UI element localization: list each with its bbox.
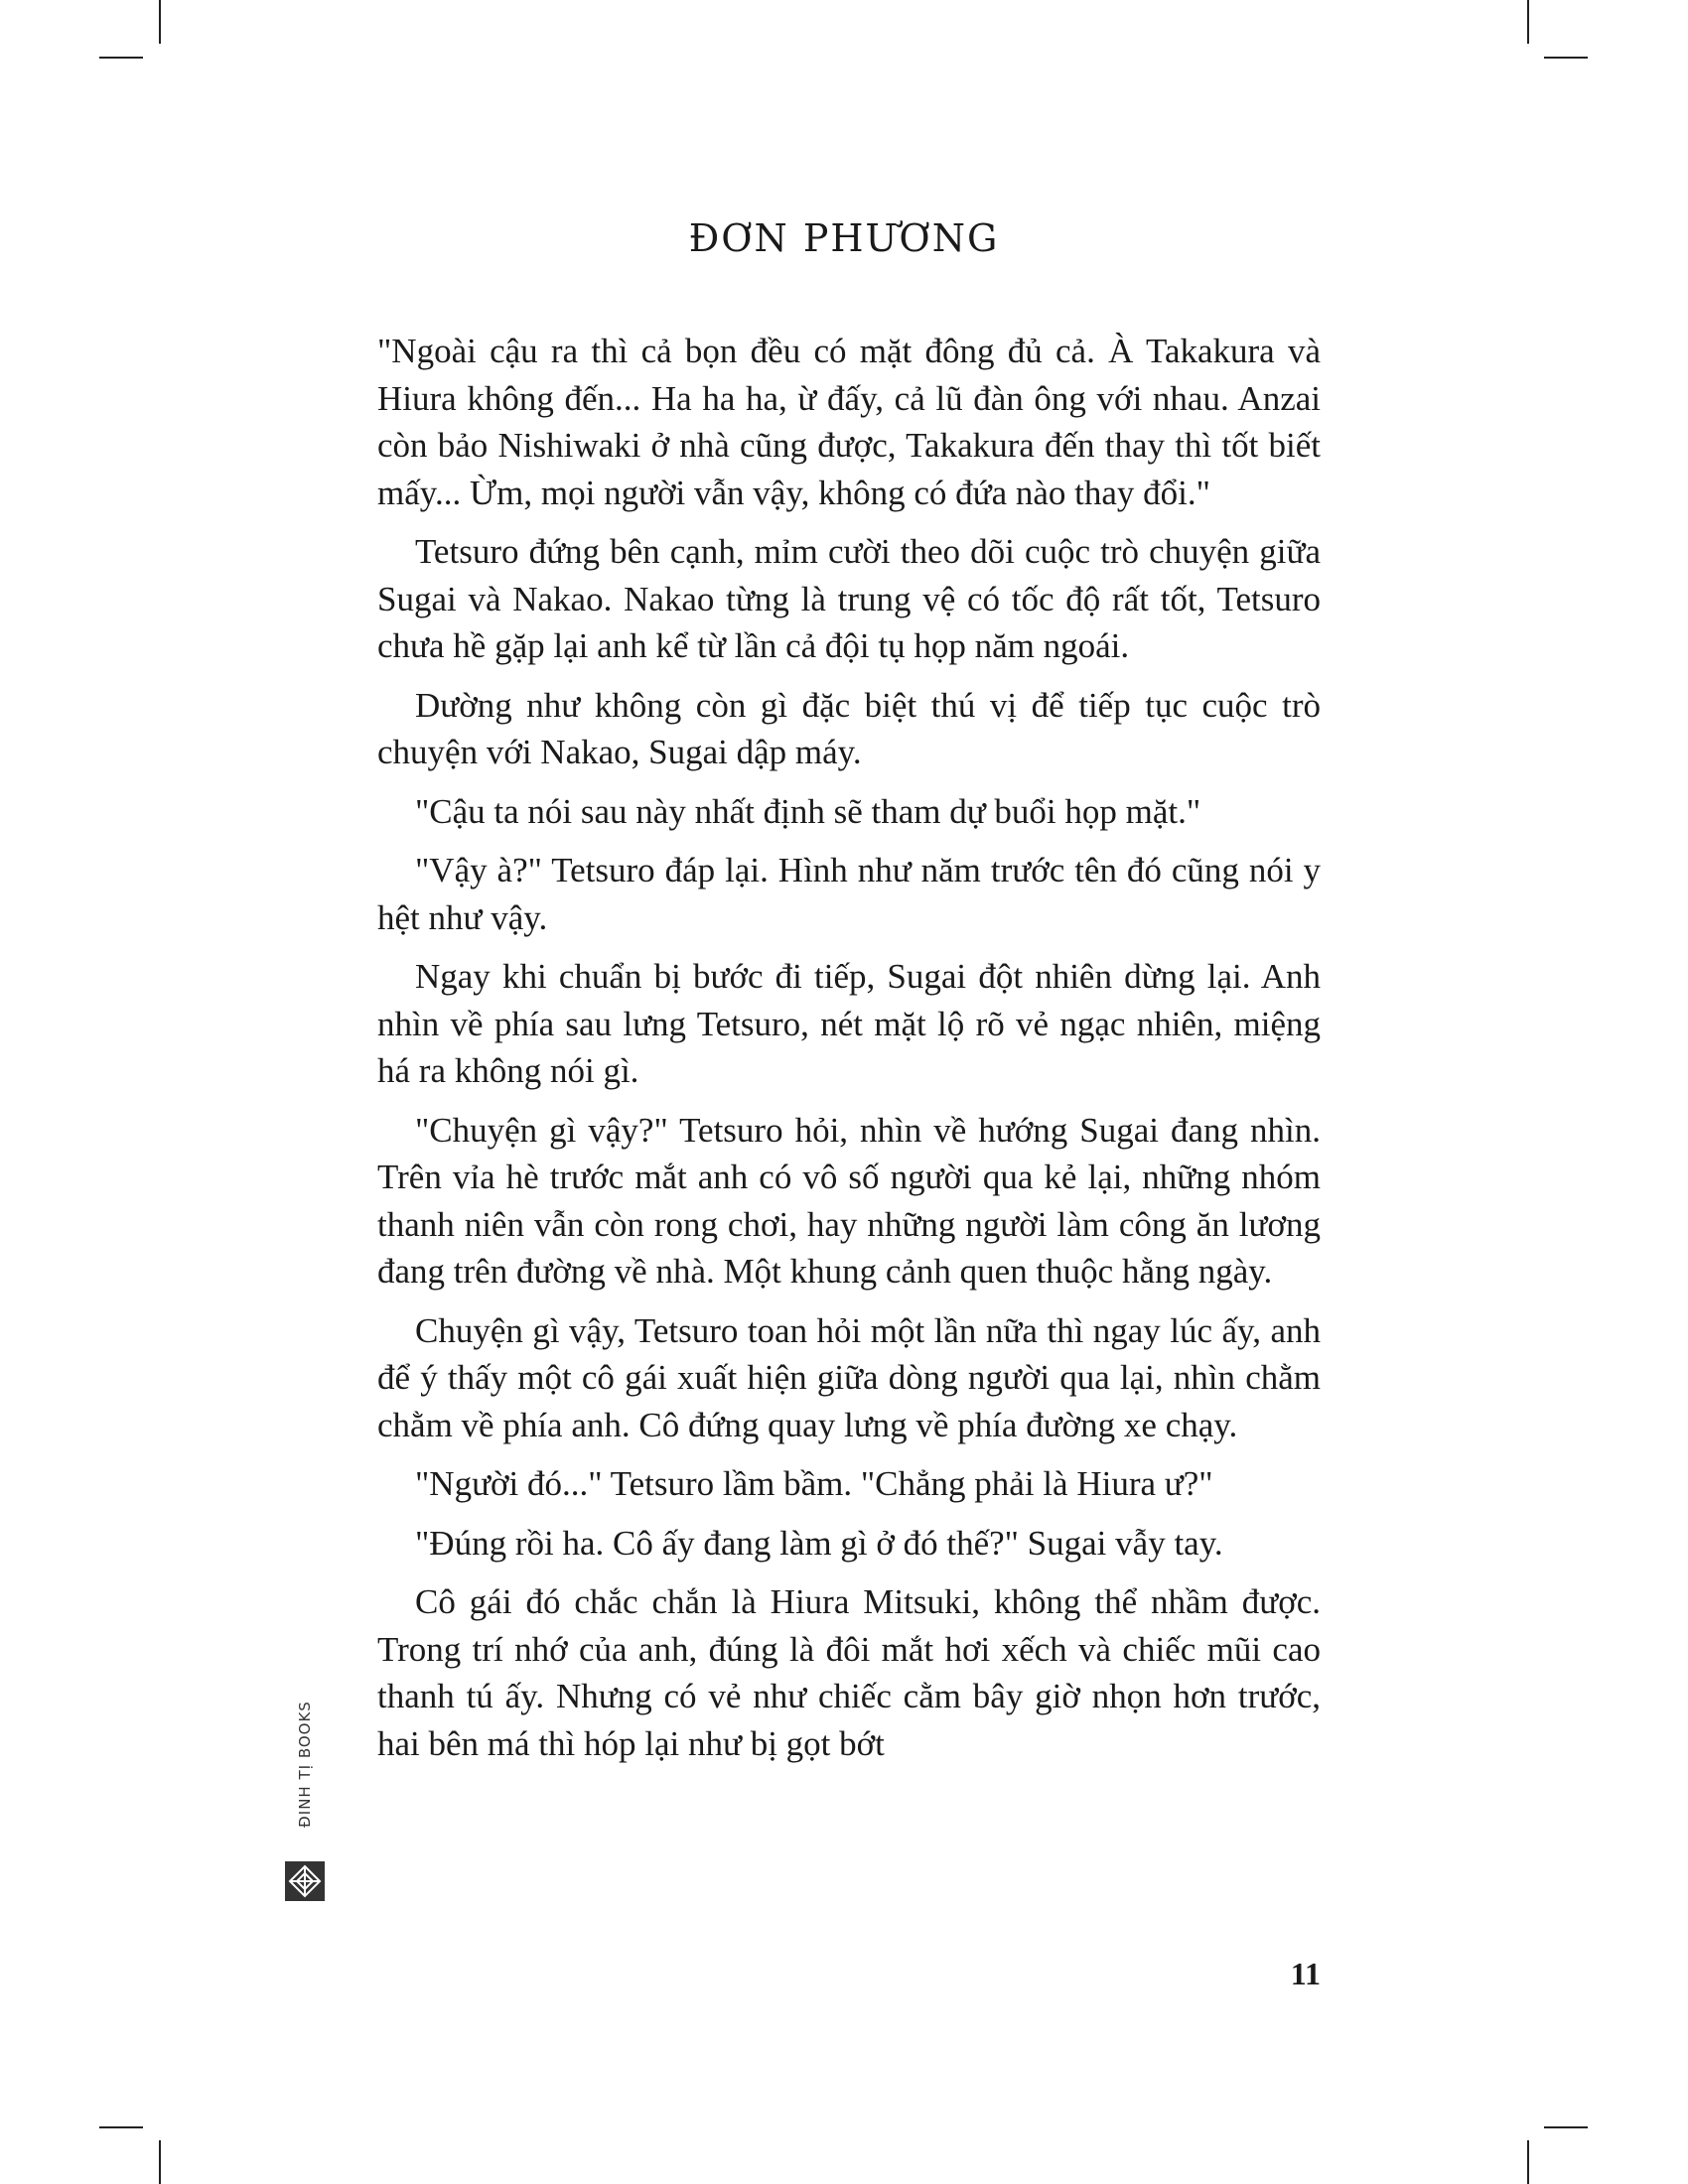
publisher-mark	[280, 1701, 330, 1901]
paragraph: Ngay khi chuẩn bị bước đi tiếp, Sugai đột nhiên dừng lại. Anh nhìn về phía sau lưng Tetsuro, nét mặt lộ rõ vẻ ngạc nhiên, miệng há ra không nói gì.	[377, 957, 1321, 1090]
paragraph: "Cậu ta nói sau này nhất định sẽ tham dự buổi họp mặt."	[415, 791, 1201, 831]
crop-mark	[1544, 2126, 1588, 2128]
crop-mark	[159, 2140, 161, 2184]
paragraph: "Ngoài cậu ra thì cả bọn đều có mặt đông đủ cả. À Takakura và Hiura không đến... Ha ha ha, ừ đấy, cả lũ đàn ông với nhau. Anzai còn bảo Nishiwaki ở nhà cũng được, Takakura đến thay thì tốt biết mấy... Ừm, mọi người vẫn vậy, không có đứa nào thay đổi."	[377, 332, 1321, 512]
crop-mark	[159, 0, 161, 44]
publisher-logo-icon	[285, 1861, 325, 1901]
crop-mark	[1527, 0, 1529, 44]
paragraph: "Vậy à?" Tetsuro đáp lại. Hình như năm trước tên đó cũng nói y hệt như vậy.	[377, 851, 1321, 937]
crop-mark	[99, 57, 143, 59]
paragraph: Cô gái đó chắc chắn là Hiura Mitsuki, không thể nhầm được. Trong trí nhớ của anh, đúng là đôi mắt hơi xếch và chiếc mũi cao thanh tú ấy. Nhưng có vẻ như chiếc cằm bây giờ nhọn hơn trước, hai bên má thì hóp lại như bị gọt bớt	[377, 1582, 1321, 1763]
page-number: 11	[1290, 1956, 1321, 1991]
crop-mark	[1527, 2140, 1529, 2184]
crop-mark	[1544, 57, 1588, 59]
paragraph: Dường như không còn gì đặc biệt thú vị để tiếp tục cuộc trò chuyện với Nakao, Sugai dập máy.	[377, 685, 1321, 771]
body-text	[377, 328, 1321, 1779]
paragraph: "Đúng rồi ha. Cô ấy đang làm gì ở đó thế?" Sugai vẫy tay.	[415, 1523, 1223, 1563]
crop-mark	[99, 2126, 143, 2128]
paragraph: Chuyện gì vậy, Tetsuro toan hỏi một lần nữa thì ngay lúc ấy, anh để ý thấy một cô gái xuất hiện giữa dòng người qua lại, nhìn chằm chằm về phía anh. Cô đứng quay lưng về phía đường xe chạy.	[377, 1310, 1321, 1444]
chapter-title: ĐƠN PHƯƠNG	[688, 216, 1000, 260]
paragraph: "Chuyện gì vậy?" Tetsuro hỏi, nhìn về hướng Sugai đang nhìn. Trên vỉa hè trước mắt anh có vô số người qua kẻ lại, những nhóm thanh niên vẫn còn rong chơi, hay những người làm công ăn lương đang trên đường về nhà. Một khung cảnh quen thuộc hằng ngày.	[377, 1110, 1321, 1291]
publisher-name: ĐINH TỊ BOOKS	[296, 1701, 314, 1828]
paragraph: "Người đó..." Tetsuro lầm bầm. "Chẳng phải là Hiura ư?"	[415, 1464, 1213, 1503]
paragraph: Tetsuro đứng bên cạnh, mỉm cười theo dõi cuộc trò chuyện giữa Sugai và Nakao. Nakao từng là trung vệ có tốc độ rất tốt, Tetsuro chưa hề gặp lại anh kể từ lần cả đội tụ họp năm ngoái.	[377, 532, 1321, 665]
